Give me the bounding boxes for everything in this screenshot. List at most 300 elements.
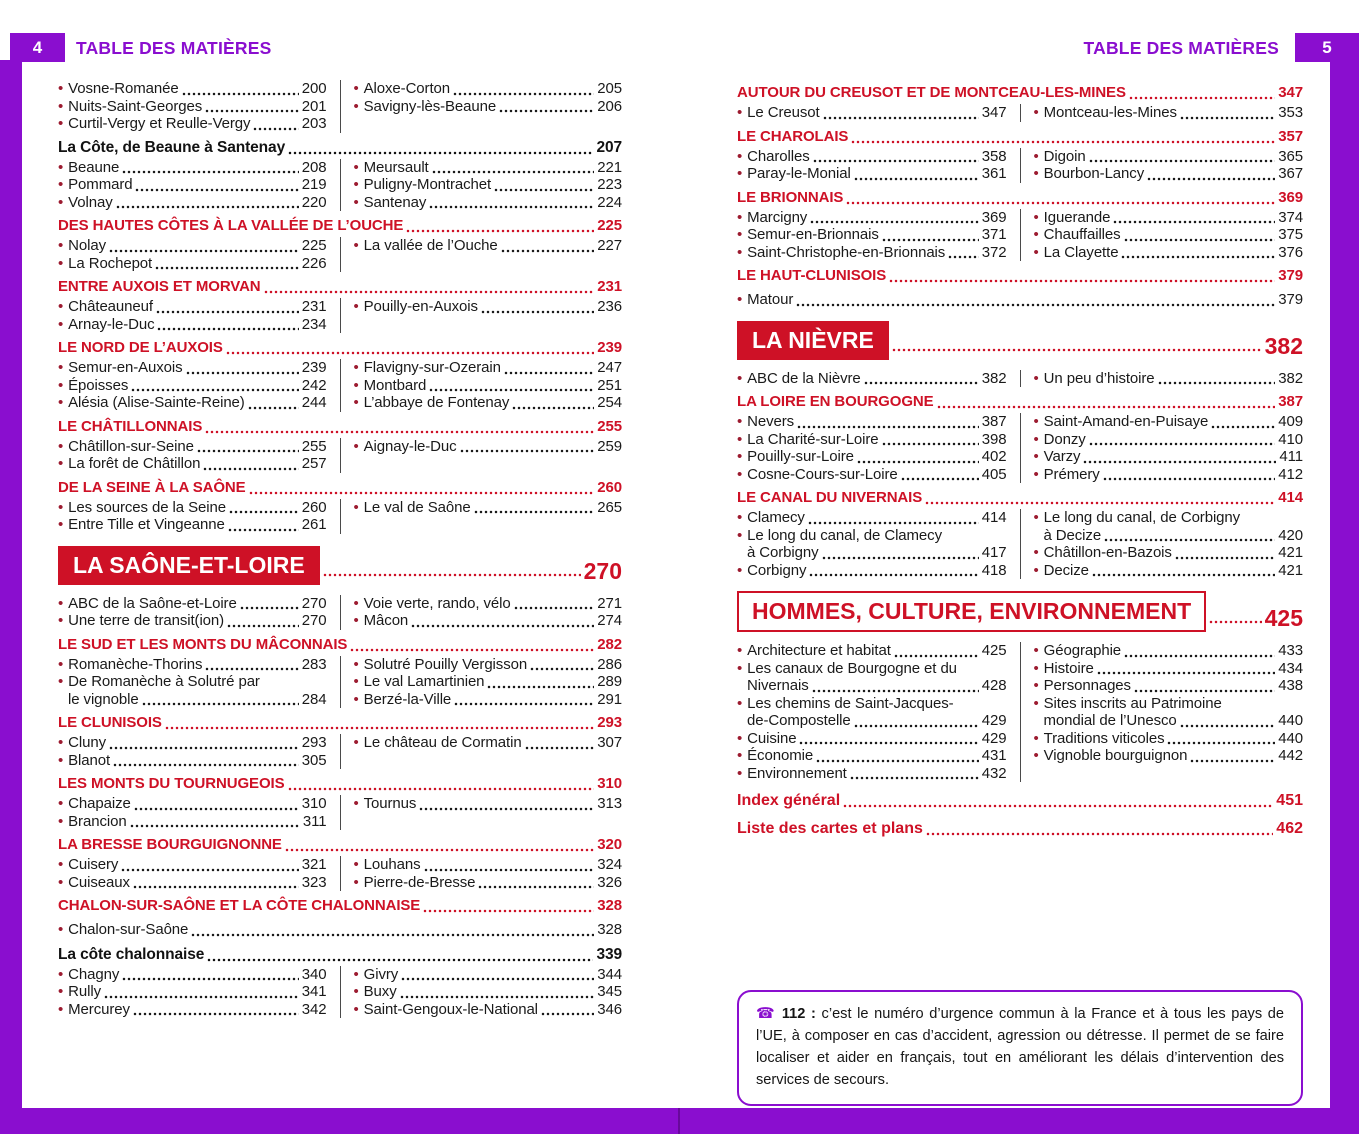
entry-label: Rully — [68, 983, 101, 1000]
bullet-icon: • — [353, 690, 359, 708]
entry-line — [58, 856, 327, 874]
entry-label: Architecture et habitat — [747, 642, 891, 659]
entry-line — [354, 237, 623, 255]
index-row — [737, 819, 1303, 838]
entry-label: Histoire — [1043, 659, 1094, 677]
entry-line — [58, 438, 327, 456]
section-header-row — [737, 266, 1303, 285]
entry-line — [58, 194, 327, 212]
toc-entry — [737, 148, 1007, 166]
page-gutter-line — [678, 1108, 680, 1134]
entry-line — [58, 377, 327, 395]
toc-entry — [1034, 226, 1304, 244]
bullet-icon: • — [58, 437, 64, 455]
section-page-number: 225 — [597, 217, 622, 234]
toc-entry — [737, 527, 1007, 562]
dot-leader — [203, 467, 298, 471]
entry-line — [737, 527, 1007, 545]
section-header-row — [58, 635, 622, 654]
entry-line — [737, 148, 1007, 166]
toc-column-right — [1020, 209, 1304, 262]
toc-entry — [354, 359, 623, 377]
bullet-icon: • — [58, 812, 64, 830]
toc-column-right — [1020, 370, 1304, 388]
entry-label: Clamecy — [747, 509, 805, 526]
entry-label: Entre Tille et Vingeanne — [68, 516, 225, 533]
section-header-label: LE NORD DE L’AUXOIS — [58, 339, 223, 356]
toc-entry — [58, 316, 327, 334]
entry-line — [354, 595, 623, 613]
dot-leader — [288, 151, 593, 155]
dot-leader — [823, 116, 979, 120]
section-page-number: 293 — [597, 714, 622, 731]
entry-line — [1034, 695, 1304, 713]
toc-sections-right — [737, 83, 1303, 838]
bullet-icon: • — [58, 594, 64, 612]
toc-entry — [58, 499, 327, 517]
entry-page-number: 367 — [1278, 165, 1303, 182]
dot-leader — [285, 848, 594, 852]
toc-entry — [737, 226, 1007, 244]
bullet-icon: • — [737, 208, 743, 226]
dot-leader — [249, 491, 595, 495]
toc-two-column-group — [58, 595, 622, 630]
toc-entry — [354, 499, 623, 517]
bullet-icon: • — [353, 97, 359, 115]
section-page-number: 379 — [1278, 267, 1303, 284]
entry-label: Santenay — [363, 193, 427, 211]
dot-leader — [850, 776, 979, 780]
entry-label: Châteauneuf — [68, 298, 153, 315]
entry-line — [58, 966, 327, 984]
toc-two-column-group — [58, 656, 622, 709]
entry-line — [354, 691, 623, 709]
dot-leader — [1190, 759, 1275, 763]
section-header-row — [58, 417, 622, 436]
bullet-icon: • — [737, 369, 743, 387]
toc-page-right — [737, 70, 1303, 1106]
section-page-number: 387 — [1278, 393, 1303, 410]
toc-entry — [58, 194, 327, 212]
toc-column-left — [58, 499, 327, 534]
toc-two-column-group — [58, 237, 622, 272]
dot-leader — [109, 249, 299, 253]
toc-entry — [58, 595, 327, 613]
bullet-icon: • — [1033, 369, 1039, 387]
chapter-title: LA NIÈVRE — [737, 321, 889, 360]
entry-label: Saint-Amand-en-Puisaye — [1043, 413, 1209, 430]
entry-label: Varzy — [1043, 448, 1081, 465]
section-header-row — [58, 338, 622, 357]
bullet-icon: • — [353, 176, 359, 193]
section-header-row — [737, 127, 1303, 146]
entry-page-number: 345 — [597, 983, 622, 1000]
bullet-icon: • — [353, 158, 359, 176]
toc-entry — [737, 660, 1007, 695]
entry-label: Curtil-Vergy et Reulle-Vergy — [68, 115, 251, 132]
entry-page-number: 411 — [1279, 448, 1303, 465]
entry-label: Cluny — [68, 734, 107, 751]
entry-line — [737, 104, 1007, 122]
dot-leader — [165, 726, 594, 730]
entry-line — [1034, 413, 1304, 431]
bullet-icon: • — [353, 80, 359, 97]
toc-two-column-group — [58, 359, 622, 412]
entry-line — [1034, 747, 1304, 765]
dot-leader — [135, 188, 298, 192]
toc-entry — [58, 298, 327, 316]
bullet-icon: • — [58, 965, 64, 983]
toc-entry — [58, 921, 622, 939]
bullet-icon: • — [58, 921, 64, 938]
entry-page-number: 231 — [301, 298, 327, 315]
toc-entry — [354, 98, 623, 116]
entry-page-number: 270 — [301, 612, 327, 629]
dot-leader — [205, 109, 299, 113]
entry-label: Montbard — [363, 376, 427, 394]
toc-two-column-group — [58, 966, 622, 1019]
bullet-icon: • — [58, 376, 64, 394]
toc-entry — [58, 159, 327, 177]
page-title-left: TABLE DES MATIÈRES — [76, 38, 272, 58]
dot-leader — [121, 868, 298, 872]
entry-label: Berzé-la-Ville — [363, 690, 452, 708]
entry-page-number: 307 — [597, 734, 622, 751]
toc-entry — [58, 237, 327, 255]
entry-page-number: 221 — [597, 158, 622, 176]
entry-label: Bourbon-Lancy — [1043, 165, 1145, 182]
entry-label: Aignay-le-Duc — [363, 437, 457, 455]
toc-column-left — [737, 370, 1007, 388]
entry-label: Aloxe-Corton — [363, 80, 450, 97]
entry-page-number: 260 — [301, 498, 327, 516]
entry-line-wrap — [737, 712, 1007, 730]
toc-column-right — [340, 438, 623, 473]
entry-label: ABC de la Nièvre — [747, 369, 861, 387]
entry-line — [737, 747, 1007, 765]
bullet-icon: • — [58, 298, 64, 315]
bullet-icon: • — [737, 729, 743, 747]
entry-line — [1034, 104, 1304, 122]
entry-label: Matour — [747, 291, 794, 308]
dot-leader — [1147, 177, 1275, 181]
entry-line — [737, 562, 1007, 580]
entry-page-number: 402 — [981, 448, 1007, 465]
entry-label: Givry — [363, 965, 399, 983]
entry-label: Cuisery — [68, 856, 119, 873]
entry-page-number: 429 — [981, 729, 1007, 747]
toc-entry — [58, 359, 327, 377]
toc-entry — [58, 115, 327, 133]
entry-page-number: 293 — [301, 734, 327, 751]
toc-two-column-group — [58, 795, 622, 830]
toc-entry — [58, 813, 327, 831]
entry-line — [354, 856, 623, 874]
entry-line — [58, 921, 622, 939]
entry-label: Voie verte, rando, vélo — [363, 594, 511, 612]
entry-line — [737, 765, 1007, 783]
toc-column-left — [58, 159, 327, 212]
section-header-label: ENTRE AUXOIS ET MORVAN — [58, 278, 261, 295]
bullet-icon: • — [353, 983, 359, 1000]
entry-line — [354, 734, 623, 752]
toc-column-left — [58, 734, 327, 769]
toc-entry — [354, 377, 623, 395]
dot-leader — [419, 807, 594, 811]
toc-entry — [58, 176, 327, 194]
bullet-icon: • — [737, 243, 743, 261]
bullet-icon: • — [737, 430, 743, 448]
entry-label: Nivernais — [747, 677, 809, 694]
toc-column-left — [58, 656, 327, 709]
dot-leader — [228, 528, 299, 532]
entry-line — [354, 298, 623, 316]
entry-page-number: 244 — [301, 394, 327, 411]
dot-leader — [1113, 220, 1275, 224]
index-label: Liste des cartes et plans — [737, 820, 923, 837]
entry-label: De Romanèche à Solutré par — [68, 673, 260, 690]
dot-leader — [226, 351, 594, 355]
entry-line-wrap — [1034, 712, 1304, 730]
dot-leader — [530, 667, 594, 671]
toc-entry — [354, 795, 623, 813]
toc-two-column-group — [737, 413, 1303, 483]
toc-entry — [354, 874, 623, 892]
entry-line — [737, 660, 1007, 678]
entry-page-number: 313 — [597, 795, 622, 812]
toc-entry — [58, 966, 327, 984]
dot-leader — [1158, 381, 1276, 385]
dot-leader — [1089, 159, 1276, 163]
entry-line — [354, 98, 623, 116]
entry-page-number: 239 — [301, 359, 327, 376]
dot-leader — [1211, 425, 1275, 429]
entry-label: Savigny-lès-Beaune — [363, 97, 497, 115]
entry-line — [354, 656, 623, 674]
entry-page-number: 421 — [1278, 561, 1303, 579]
note-strong-text: 112 : — [781, 1006, 816, 1023]
chapter-heading-row — [737, 321, 1303, 360]
entry-page-number: 361 — [981, 165, 1007, 182]
bullet-icon: • — [737, 226, 743, 243]
entry-line — [737, 165, 1007, 183]
entry-page-number: 283 — [301, 655, 327, 673]
entry-label: Paray-le-Monial — [747, 165, 851, 182]
entry-page-number: 412 — [1278, 465, 1303, 483]
entry-line — [58, 795, 327, 813]
entry-page-number: 432 — [981, 764, 1007, 782]
entry-label: La forêt de Châtillon — [68, 455, 201, 472]
toc-column-right — [340, 359, 623, 412]
entry-page-number: 234 — [301, 315, 327, 333]
entry-label: Corbigny — [747, 561, 807, 579]
dot-leader — [512, 406, 594, 410]
entry-line — [737, 448, 1007, 466]
entry-label: Personnages — [1043, 677, 1131, 694]
dot-leader — [453, 92, 594, 96]
section-header-label: LE BRIONNAIS — [737, 188, 844, 206]
toc-entry — [354, 159, 623, 177]
entry-page-number: 375 — [1278, 226, 1303, 243]
entry-page-number: 324 — [597, 856, 622, 873]
bullet-icon: • — [737, 642, 743, 659]
entry-page-number: 208 — [301, 158, 327, 176]
entry-line-wrap — [737, 677, 1007, 695]
entry-label: Brancion — [68, 812, 127, 830]
entry-page-number: 200 — [301, 80, 327, 97]
toc-entry — [737, 244, 1007, 262]
toc-column-left — [737, 104, 1007, 122]
dot-leader — [808, 521, 979, 525]
toc-entry — [737, 765, 1007, 783]
bullet-icon: • — [1033, 465, 1039, 483]
entry-page-number: 255 — [301, 437, 327, 455]
bullet-icon: • — [1033, 208, 1039, 226]
toc-entry — [1034, 148, 1304, 166]
entry-line — [737, 730, 1007, 748]
section-header-label: DE LA SEINE À LA SAÔNE — [58, 478, 246, 496]
bullet-icon: • — [1033, 659, 1039, 677]
toc-two-column-group — [58, 734, 622, 769]
toc-two-column-group — [58, 856, 622, 891]
entry-label: Nevers — [747, 413, 795, 430]
dot-leader — [1124, 238, 1276, 242]
dot-leader — [207, 958, 593, 962]
note-body-text: c’est le numéro d’urgence commun à la France et à tous les pays de l’UE, à composer en cas d’accident, agression ou détresse. Il permet de se faire localiser et aider en français, tout en améliorant les délais d’intervention des services de secours. — [756, 1006, 1284, 1089]
bullet-icon: • — [58, 856, 64, 873]
entry-page-number: 382 — [1278, 369, 1303, 387]
dot-leader — [197, 449, 299, 453]
chapter-title: LA SAÔNE-ET-LOIRE — [58, 546, 320, 585]
entry-label: à Corbigny — [747, 544, 819, 561]
entry-page-number: 369 — [981, 208, 1007, 226]
toc-entry — [58, 455, 327, 473]
entry-page-number: 438 — [1278, 677, 1303, 694]
toc-entry — [1034, 431, 1304, 449]
bullet-icon: • — [1033, 226, 1039, 243]
entry-label: Mâcon — [363, 612, 409, 629]
entry-page-number: 365 — [1278, 147, 1303, 165]
toc-column-left — [737, 209, 1007, 262]
entry-page-number: 225 — [301, 237, 327, 254]
entry-line — [354, 983, 623, 1001]
toc-entry — [58, 80, 327, 98]
bullet-icon: • — [58, 97, 64, 115]
entry-page-number: 223 — [597, 176, 622, 193]
dot-leader — [854, 177, 979, 181]
toc-column-left — [58, 298, 327, 333]
entry-label: Iguerande — [1043, 208, 1111, 226]
entry-page-number: 372 — [981, 243, 1007, 261]
toc-entry — [354, 734, 623, 752]
dot-leader — [487, 685, 594, 689]
toc-entry — [1034, 544, 1304, 562]
section-header-label: LE CHÂTILLONNAIS — [58, 417, 203, 435]
entry-line — [58, 80, 327, 98]
entry-label: Cuisine — [747, 729, 797, 747]
entry-line — [58, 516, 327, 534]
bullet-icon: • — [353, 655, 359, 673]
entry-label: La Charité-sur-Loire — [747, 430, 879, 448]
dot-leader — [155, 266, 299, 270]
section-page-number: 339 — [596, 945, 622, 963]
dot-leader — [481, 310, 594, 314]
toc-entry — [1034, 448, 1304, 466]
dot-leader — [851, 140, 1275, 144]
bullet-icon: • — [353, 612, 359, 629]
dot-leader — [813, 159, 979, 163]
entry-line — [58, 98, 327, 116]
entry-page-number: 311 — [302, 812, 327, 830]
bullet-icon: • — [737, 561, 743, 579]
toc-entry — [354, 966, 623, 984]
toc-entry — [1034, 104, 1304, 122]
entry-line — [354, 176, 623, 194]
toc-column-right — [1020, 104, 1304, 122]
entry-page-number: 398 — [981, 430, 1007, 448]
dot-leader — [796, 303, 1275, 307]
entry-page-number: 421 — [1278, 544, 1303, 561]
toc-two-column-group — [58, 438, 622, 473]
section-header-row — [58, 138, 622, 157]
toc-entry — [737, 413, 1007, 431]
bullet-icon: • — [737, 291, 743, 308]
toc-entry — [1034, 562, 1304, 580]
toc-entry — [354, 983, 623, 1001]
entry-line — [1034, 370, 1304, 388]
entry-label: Chauffailles — [1043, 226, 1121, 243]
bullet-icon: • — [1033, 147, 1039, 165]
section-header-row — [737, 188, 1303, 207]
toc-two-column-group — [737, 104, 1303, 122]
toc-entry — [58, 377, 327, 395]
bullet-icon: • — [58, 455, 64, 472]
entry-label: Arnay-le-Duc — [68, 315, 155, 333]
entry-label: Donzy — [1043, 430, 1086, 448]
entry-page-number: 353 — [1278, 104, 1303, 121]
entry-line — [354, 612, 623, 630]
dot-leader — [1167, 741, 1275, 745]
bullet-icon: • — [737, 659, 743, 677]
entry-label: Époisses — [68, 376, 129, 394]
dot-leader — [882, 238, 979, 242]
bullet-icon: • — [58, 795, 64, 812]
entry-page-number: 420 — [1278, 526, 1303, 544]
entry-line — [354, 795, 623, 813]
bullet-icon: • — [353, 795, 359, 812]
toc-entry — [354, 194, 623, 212]
entry-line — [58, 1001, 327, 1019]
chapter-page-number: 382 — [1264, 332, 1303, 359]
dot-leader — [864, 381, 979, 385]
entry-page-number: 206 — [597, 97, 622, 115]
bullet-icon: • — [353, 498, 359, 516]
entry-label: Prémery — [1043, 465, 1100, 483]
bullet-icon: • — [1033, 694, 1039, 712]
entry-line — [58, 176, 327, 194]
chapter-page-number: 270 — [583, 557, 622, 584]
entry-page-number: 224 — [597, 193, 622, 211]
entry-label: à Decize — [1043, 526, 1102, 544]
entry-line — [354, 874, 623, 892]
entry-page-number: 405 — [981, 465, 1007, 483]
toc-column-right — [340, 499, 623, 534]
entry-line — [737, 466, 1007, 484]
entry-label: Châtillon-sur-Seine — [68, 437, 194, 455]
toc-entry — [354, 438, 623, 456]
toc-page-left — [58, 70, 622, 1022]
entry-page-number: 417 — [981, 544, 1007, 561]
